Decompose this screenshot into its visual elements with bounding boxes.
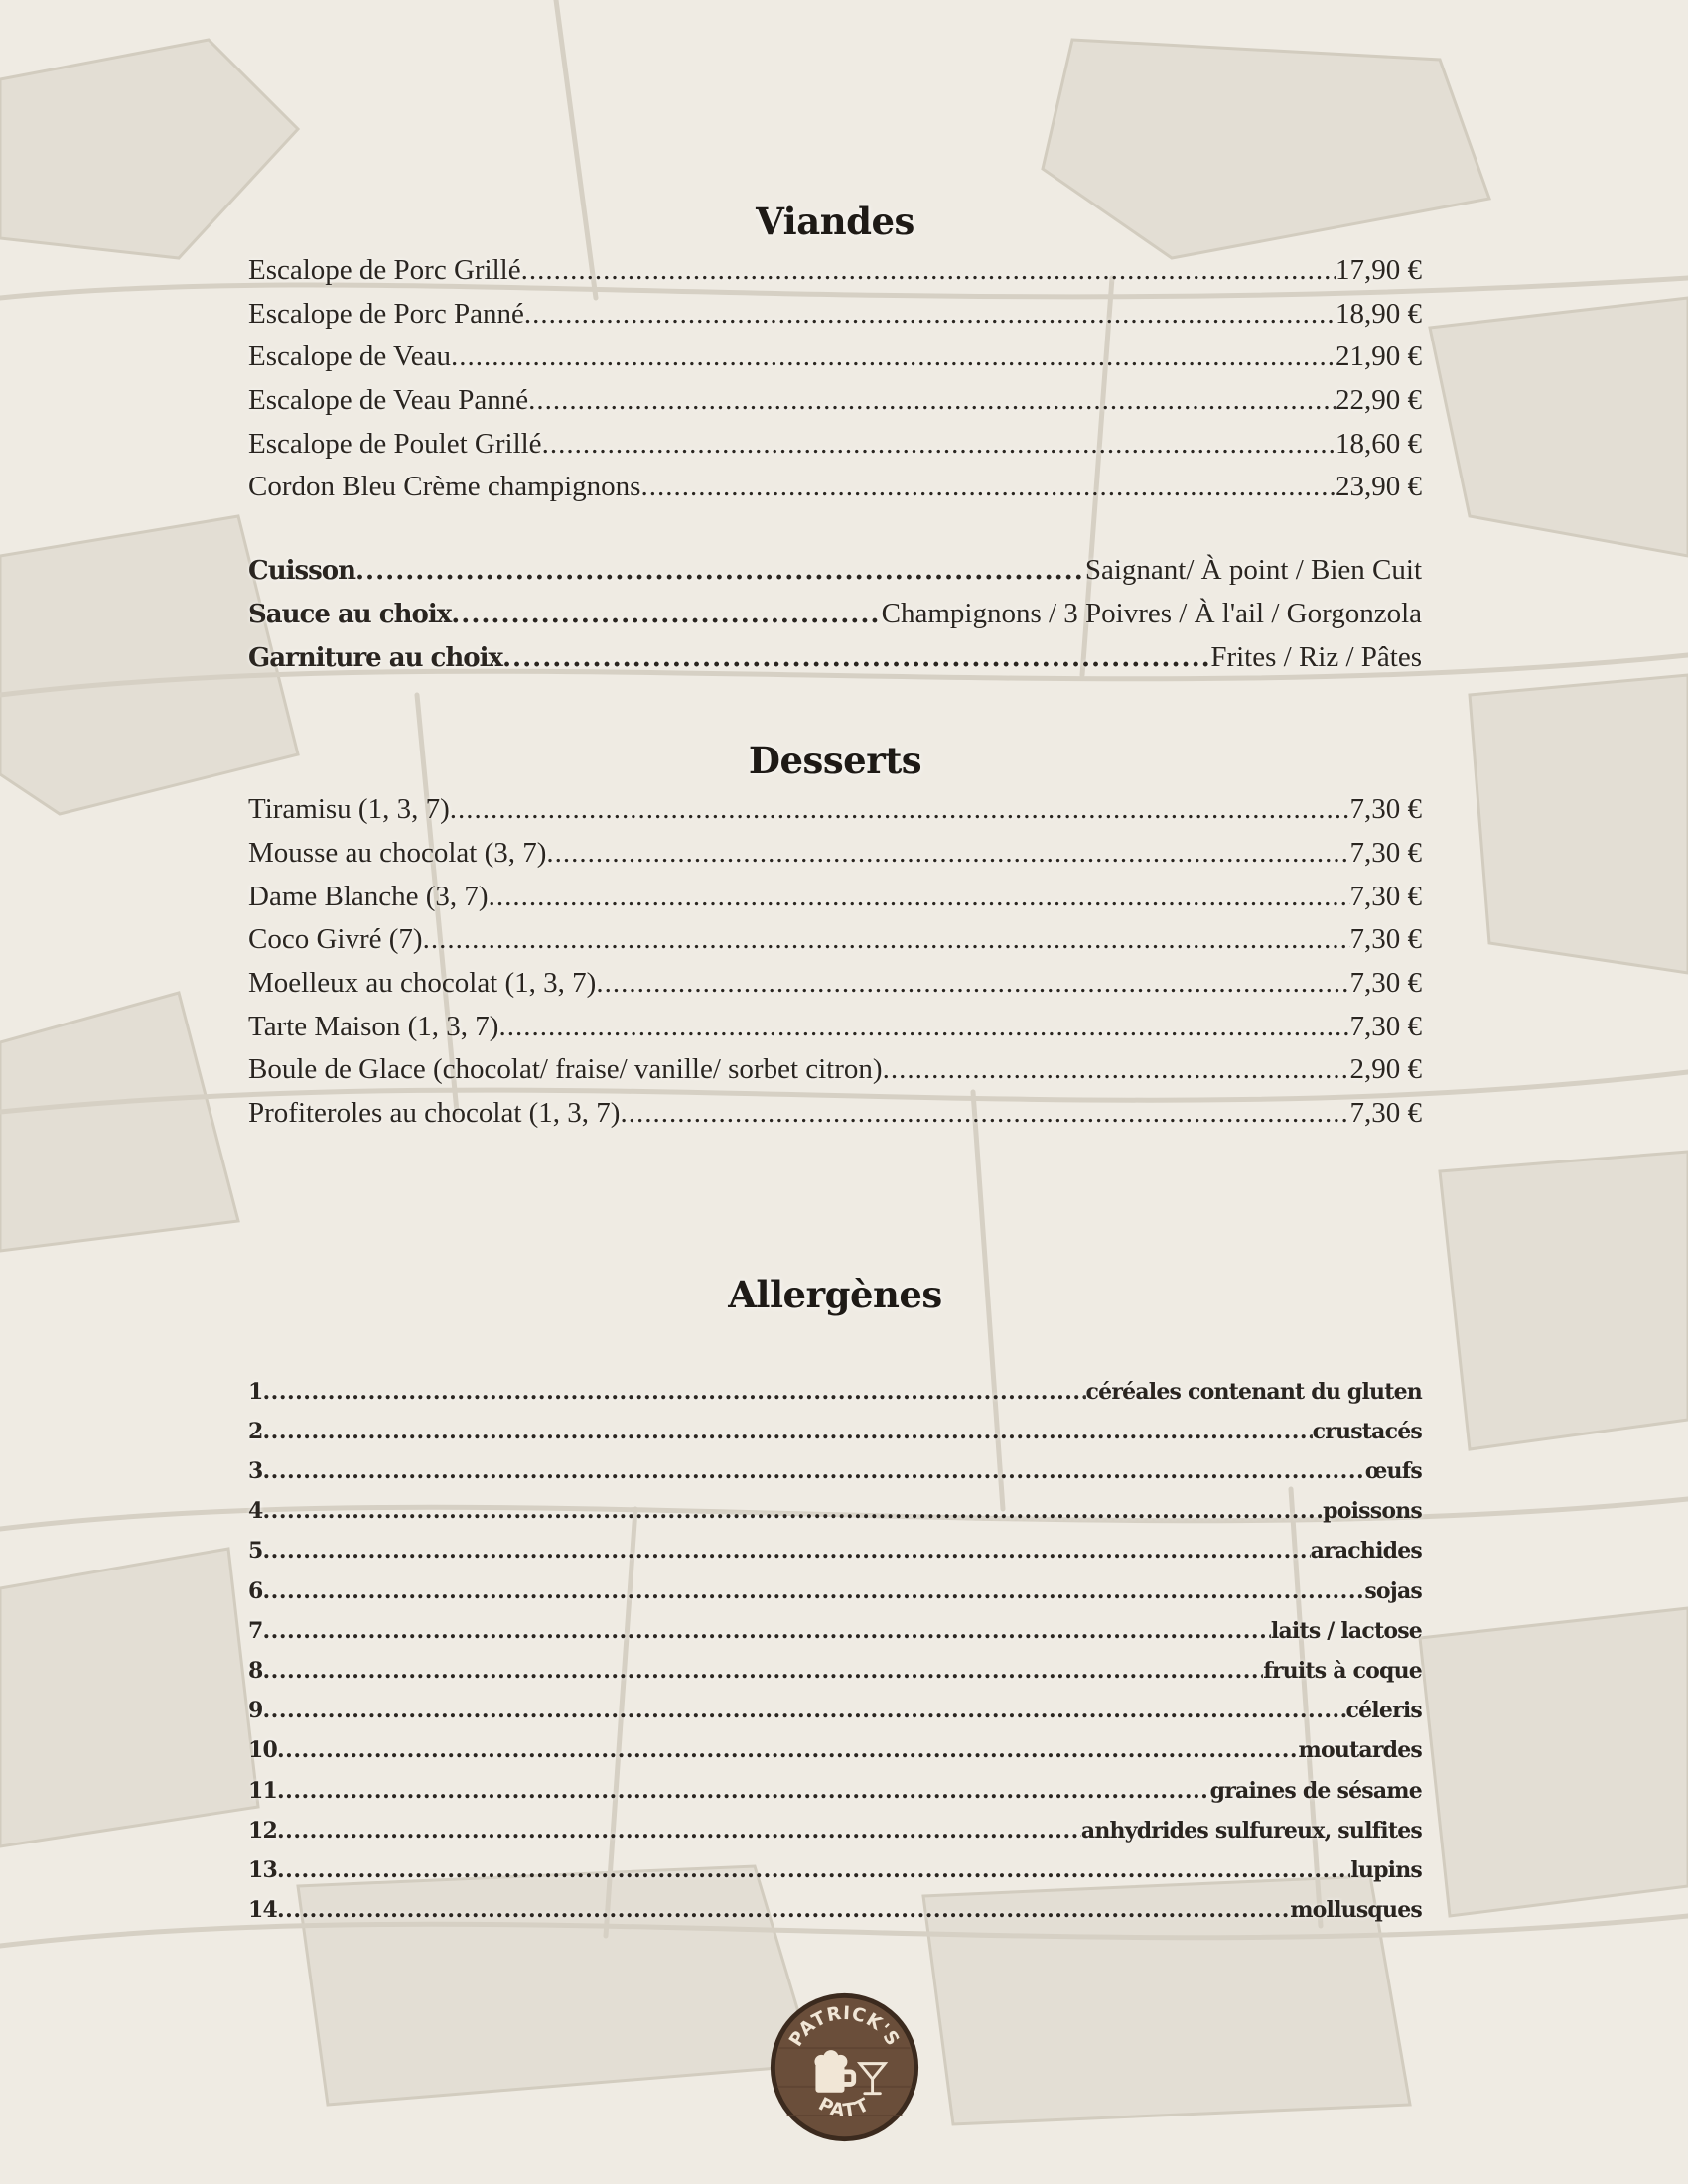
section-title-viandes: Viandes	[756, 200, 914, 243]
item-price: 7,30 €	[1349, 880, 1422, 912]
dot-leader	[263, 1531, 1311, 1570]
item-name: Escalope de Porc Grillé	[248, 254, 521, 286]
allergen-row	[248, 1372, 1422, 1412]
logo-text-bottom: PATT	[814, 2094, 875, 2122]
dot-leader	[450, 788, 1350, 832]
allergen-number: 14	[248, 1897, 278, 1924]
desserts-list	[248, 788, 1422, 1136]
item-name: Dame Blanche (3, 7)	[248, 880, 489, 912]
dot-leader	[498, 1006, 1349, 1049]
allergen-number: 11	[248, 1777, 278, 1804]
item-price: 2,90 €	[1349, 1053, 1422, 1086]
item-name: Coco Givré (7)	[248, 923, 423, 956]
allergen-row	[248, 1691, 1422, 1730]
dot-leader	[640, 466, 1336, 509]
item-price: 23,90 €	[1336, 471, 1422, 503]
allergen-number: 4	[248, 1498, 263, 1525]
list-item	[248, 788, 1422, 832]
item-price: 21,90 €	[1336, 341, 1422, 373]
item-price: 22,90 €	[1336, 384, 1422, 417]
list-item	[248, 876, 1422, 919]
dot-leader	[524, 293, 1336, 337]
allergen-label: céréales contenant du gluten	[1085, 1378, 1422, 1405]
dot-leader	[263, 1651, 1264, 1691]
list-item	[248, 962, 1422, 1006]
dot-leader	[263, 1451, 1365, 1491]
option-value: Champignons / 3 Poivres / À l'ail / Gorgonzola	[881, 597, 1422, 629]
dot-leader	[263, 1571, 1365, 1611]
dot-leader	[277, 1811, 1081, 1850]
option-row-garniture	[248, 636, 1422, 680]
allergen-row	[248, 1531, 1422, 1570]
option-row-cuisson	[248, 549, 1422, 593]
option-label: Garniture au choix	[248, 642, 502, 673]
item-price: 18,60 €	[1336, 427, 1422, 460]
list-item	[248, 1006, 1422, 1049]
allergen-row	[248, 1412, 1422, 1451]
dot-leader	[277, 1850, 1350, 1890]
allergen-label: graines de sésame	[1209, 1777, 1422, 1804]
dot-leader	[489, 876, 1350, 919]
dot-leader	[263, 1491, 1324, 1531]
dot-leader	[546, 832, 1349, 876]
dot-leader	[277, 1890, 1290, 1930]
allergen-row	[248, 1451, 1422, 1491]
dot-leader	[883, 1048, 1350, 1092]
allergen-number: 9	[248, 1698, 263, 1724]
allergen-number: 7	[248, 1617, 263, 1644]
option-label: Sauce au choix	[248, 599, 452, 629]
list-item	[248, 1092, 1422, 1136]
allergen-number: 1	[248, 1378, 263, 1405]
dot-leader	[620, 1092, 1349, 1136]
item-price: 7,30 €	[1349, 836, 1422, 869]
dot-leader	[451, 594, 881, 637]
item-name: Escalope de Veau	[248, 341, 451, 373]
allergen-number: 3	[248, 1458, 263, 1485]
dot-leader	[528, 379, 1336, 423]
allergen-number: 12	[248, 1817, 278, 1843]
item-price: 7,30 €	[1349, 793, 1422, 826]
allergen-label: sojas	[1364, 1577, 1422, 1604]
allergen-label: fruits à coque	[1263, 1658, 1422, 1684]
item-price: 18,90 €	[1336, 297, 1422, 330]
allergen-number: 5	[248, 1538, 263, 1565]
allergen-number: 8	[248, 1658, 263, 1684]
item-name: Escalope de Veau Panné	[248, 384, 529, 417]
item-name: Mousse au chocolat (3, 7)	[248, 836, 547, 869]
list-item	[248, 336, 1422, 379]
dot-leader	[451, 336, 1336, 379]
option-value: Frites / Riz / Pâtes	[1210, 640, 1422, 673]
item-name: Tarte Maison (1, 3, 7)	[248, 1010, 499, 1042]
option-value: Saignant/ À point / Bien Cuit	[1084, 554, 1422, 587]
list-item	[248, 832, 1422, 876]
allergen-label: mollusques	[1290, 1897, 1422, 1924]
allergen-row	[248, 1850, 1422, 1890]
dot-leader	[277, 1730, 1298, 1770]
allergenes-list	[248, 1372, 1422, 1931]
item-name: Profiteroles au chocolat (1, 3, 7)	[248, 1097, 621, 1129]
item-price: 7,30 €	[1349, 1010, 1422, 1042]
section-title-desserts: Desserts	[748, 739, 922, 783]
item-name: Escalope de Porc Panné	[248, 297, 524, 330]
allergen-label: crustacés	[1312, 1418, 1422, 1444]
list-item	[248, 423, 1422, 467]
allergen-row	[248, 1651, 1422, 1691]
dot-leader	[502, 637, 1210, 681]
menu-page	[248, 194, 1422, 1930]
allergen-row	[248, 1571, 1422, 1611]
allergen-number: 13	[248, 1856, 278, 1883]
item-price: 17,90 €	[1336, 254, 1422, 286]
dot-leader	[263, 1691, 1346, 1730]
allergen-label: laits / lactose	[1270, 1617, 1422, 1644]
allergen-row	[248, 1811, 1422, 1850]
viandes-options	[248, 549, 1422, 679]
dot-leader	[263, 1412, 1313, 1451]
allergen-label: lupins	[1350, 1856, 1422, 1883]
list-item	[248, 379, 1422, 423]
allergen-row	[248, 1771, 1422, 1811]
item-name: Moelleux au chocolat (1, 3, 7)	[248, 966, 597, 999]
option-label: Cuisson	[248, 556, 355, 587]
dot-leader	[596, 962, 1349, 1006]
allergen-number: 10	[248, 1737, 278, 1764]
dot-leader	[423, 918, 1350, 962]
allergen-row	[248, 1730, 1422, 1770]
list-item	[248, 918, 1422, 962]
viandes-list	[248, 249, 1422, 509]
allergen-number: 2	[248, 1418, 263, 1444]
allergen-label: céleris	[1345, 1698, 1422, 1724]
allergen-label: poissons	[1323, 1498, 1422, 1525]
allergen-label: œufs	[1364, 1458, 1422, 1485]
allergen-row	[248, 1491, 1422, 1531]
item-price: 7,30 €	[1349, 1097, 1422, 1129]
item-name: Escalope de Poulet Grillé	[248, 427, 542, 460]
item-name: Cordon Bleu Crème champignons	[248, 471, 641, 503]
dot-leader	[542, 423, 1336, 467]
allergen-row	[248, 1890, 1422, 1930]
dot-leader	[263, 1611, 1271, 1651]
list-item	[248, 1048, 1422, 1092]
allergen-row	[248, 1611, 1422, 1651]
list-item	[248, 466, 1422, 509]
patricks-patt-logo	[768, 1990, 921, 2144]
logo-text-top: PATRICK'S	[785, 2002, 904, 2051]
item-price: 7,30 €	[1349, 966, 1422, 999]
allergen-label: moutardes	[1298, 1737, 1422, 1764]
section-title-allergenes: Allergènes	[728, 1272, 942, 1316]
dot-leader	[277, 1771, 1210, 1811]
dot-leader	[521, 249, 1336, 293]
dot-leader	[263, 1372, 1086, 1412]
item-name: Tiramisu (1, 3, 7)	[248, 793, 450, 826]
list-item	[248, 249, 1422, 293]
item-name: Boule de Glace (chocolat/ fraise/ vanille/ sorbet citron)	[248, 1053, 883, 1086]
dot-leader	[355, 550, 1085, 594]
option-row-sauce	[248, 593, 1422, 636]
allergen-label: arachides	[1310, 1538, 1422, 1565]
allergen-number: 6	[248, 1577, 263, 1604]
list-item	[248, 293, 1422, 337]
allergen-label: anhydrides sulfureux, sulfites	[1080, 1817, 1422, 1843]
item-price: 7,30 €	[1349, 923, 1422, 956]
